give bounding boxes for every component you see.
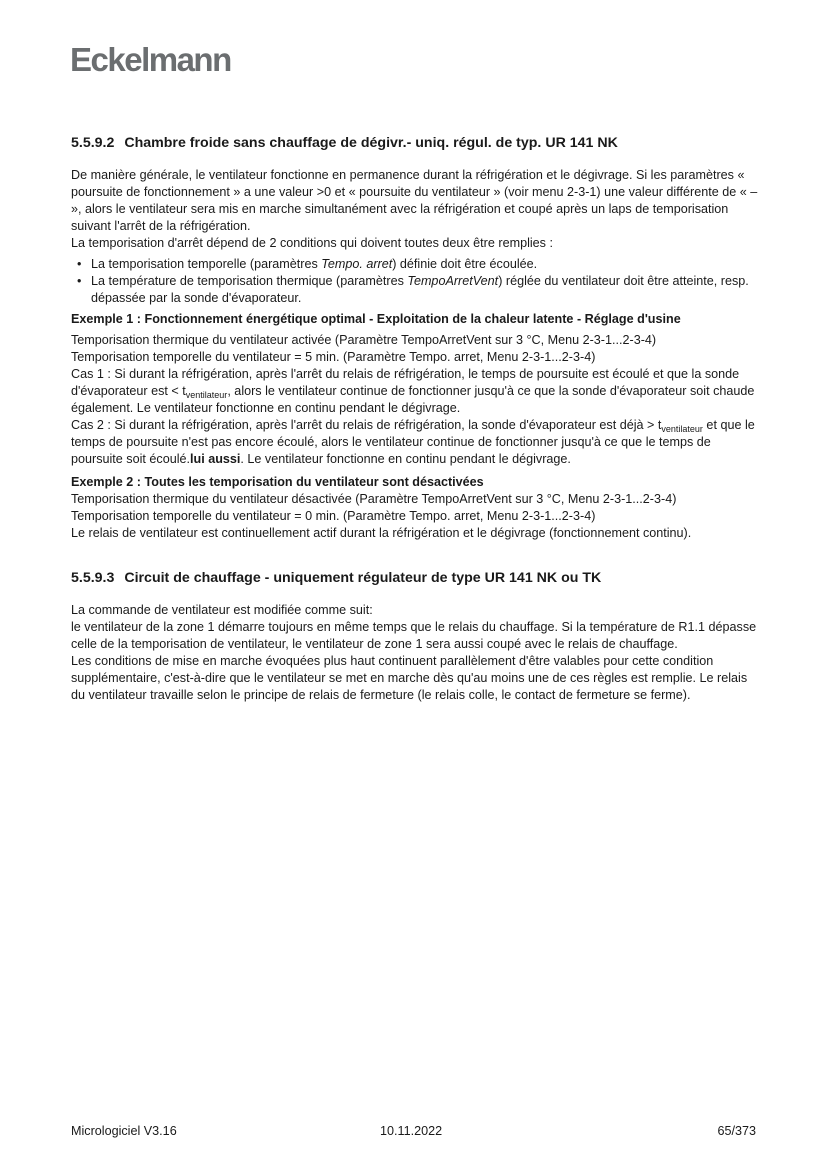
bullet-icon: • — [77, 274, 82, 288]
footer-date: 10.11.2022 — [380, 1124, 443, 1138]
section-heading-5-5-9-2 — [71, 133, 759, 153]
section-number: 5.5.9.3 — [71, 570, 115, 586]
example-1-line: Temporisation thermique du ventilateur activée (Paramètre TempoArretVent sur 3 °C, Menu 2-3-1...2-3-4) — [71, 333, 657, 347]
example-2-title: Exemple 2 : Toutes les temporisation du ventilateur sont désactivées — [71, 475, 484, 489]
example-2-line: Le relais de ventilateur est continuellement actif durant la réfrigération et le dégivrage (fonctionnement continu). — [71, 526, 692, 540]
section-2-paragraph: La commande de ventilateur est modifiée comme suit: — [71, 603, 373, 617]
section-title: Chambre froide sans chauffage de dégivr.- uniq. régul. de typ. UR 141 NK — [124, 135, 618, 151]
footer-page-number: 65/373 — [717, 1124, 756, 1138]
section-heading-5-5-9-3 — [71, 568, 759, 588]
list-item: • La temporisation temporelle (paramètres Tempo. arret) définie doit être écoulée. — [77, 257, 538, 271]
bullet-icon: • — [77, 257, 82, 271]
section-title: Circuit de chauffage - uniquement régulateur de type UR 141 NK ou TK — [124, 570, 602, 586]
page-footer — [71, 1123, 756, 1141]
example-2-line: Temporisation thermique du ventilateur désactivée (Paramètre TempoArretVent sur 3 °C, Menu 2-3-1...2-3-4) — [71, 492, 677, 506]
section-2-paragraph: Les conditions de mise en marche évoquées plus haut continuent parallèlement d'être valables pour cette condition supplémentaire, c'est-à-dire que le ventilateur se met en marche dès qu'au moins une de ces règles est remplie. Le relais du ventilateur travaille selon le principe de relais de fermeture (le relais colle, le contact de fermeture se ferme). — [71, 654, 748, 702]
example-1-case-1: Cas 1 : Si durant la réfrigération, après l'arrêt du relais de réfrigération, le temps de poursuite est écoulé et que la sonde d'évaporateur est < $t_{ventilateur}$, alors le ventilateur continue de fonctionner jusqu'à ce que la sonde d'évaporateur soit chaude également. Le ventilateur fonctionne en continu pendant le dégivrage. — [71, 367, 755, 415]
conditions-intro: La temporisation d'arrêt dépend de 2 conditions qui doivent toutes deux être remplies : — [71, 236, 553, 250]
conditions-list — [71, 256, 759, 307]
example-1-title: Exemple 1 : Fonctionnement énergétique optimal - Exploitation de la chaleur latente - Réglage d'usine — [71, 312, 681, 326]
list-item: • La température de temporisation thermique (paramètres TempoArretVent) réglée du ventilateur doit être atteinte, resp. dépassée par la sonde d'évaporateur. — [77, 274, 749, 305]
example-1-line: Temporisation temporelle du ventilateur = 5 min. (Paramètre Tempo. arret, Menu 2-3-1...2-3-4) — [71, 350, 596, 364]
example-2-line: Temporisation temporelle du ventilateur = 0 min. (Paramètre Tempo. arret, Menu 2-3-1...2-3-4) — [71, 509, 596, 523]
page-content — [71, 133, 759, 704]
intro-paragraph: De manière générale, le ventilateur fonctionne en permanence durant la réfrigération et le dégivrage. Si les paramètres « poursuite de fonctionnement » a une valeur >0 et « poursuite du ventilateur » (voir menu 2-3-1) une valeur différente de « – », alors le ventilateur sera mis en marche simultanément avec la réfrigération et coupé après un laps de temporisation suivant l'arrêt de la réfrigération. — [71, 168, 758, 233]
footer-firmware-version: Micrologiciel V3.16 — [71, 1124, 177, 1138]
section-2-paragraph: le ventilateur de la zone 1 démarre toujours en même temps que le relais du chauffage. Si la température de R1.1 dépasse celle de la temporisation de ventilateur, le ventilateur de zone 1 sera aussi coupé avec le relais de chauffage. — [71, 620, 757, 651]
example-1-case-2: Cas 2 : Si durant la réfrigération, après l'arrêt du relais de réfrigération, la sonde d'évaporateur est déjà > $t_{ventilateur}$ et que le temps de poursuite n'est pas encore écoulé, alors le ventilateur continue de fonctionner jusqu'à ce que le temps de poursuite soit écoulé.lui aussi. Le ventilateur fonctionne en continu pendant le dégivrage. — [71, 418, 755, 466]
company-logo: Eckelmann — [70, 41, 231, 78]
section-number: 5.5.9.2 — [71, 135, 115, 151]
